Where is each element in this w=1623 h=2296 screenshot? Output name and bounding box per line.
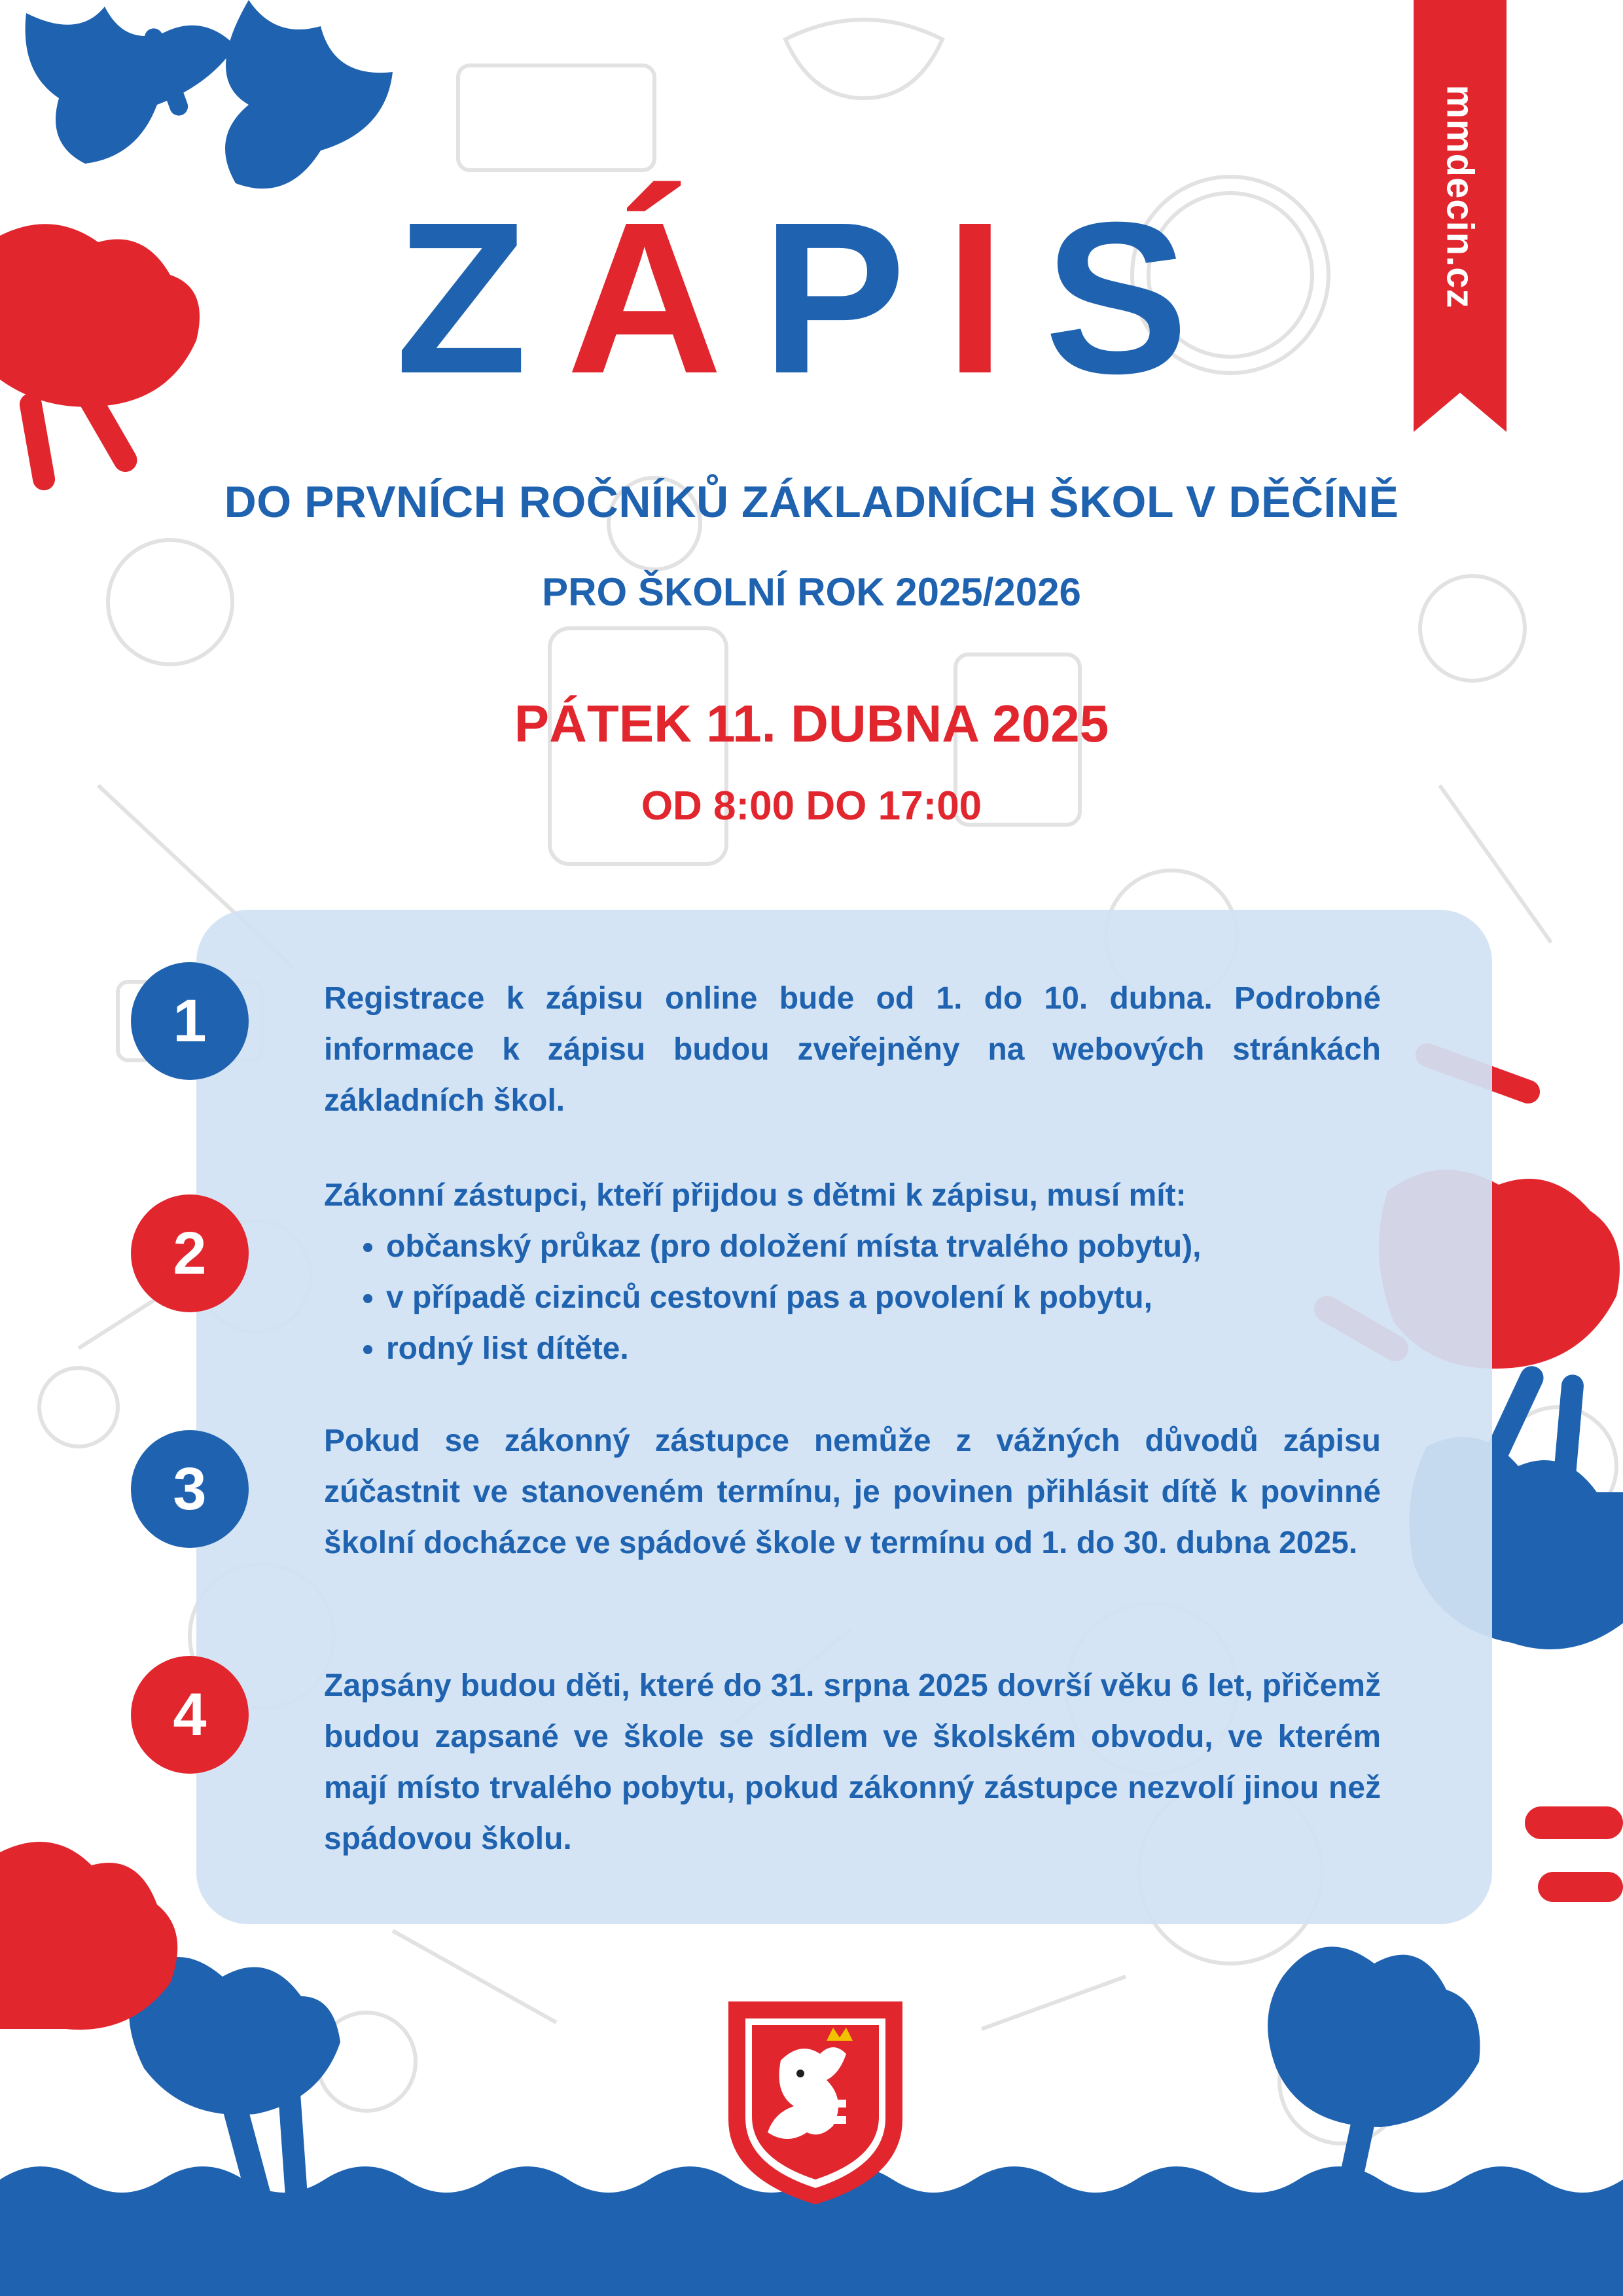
list-item: • v případě cizinců cestovní pas a povolení k pobytu,	[386, 1272, 1381, 1323]
subtitle: DO PRVNÍCH ROČNÍKŮ ZÁKLADNÍCH ŠKOL V DĚČÍNĚ	[224, 477, 1399, 527]
list-item: • občanský průkaz (pro doložení místa trvalého pobytu),	[386, 1221, 1381, 1272]
list-item: • rodný list dítěte.	[386, 1323, 1381, 1374]
step-number-1: 1	[131, 962, 249, 1080]
title-letter-s: S	[1044, 177, 1228, 418]
website-url: mmdecin.cz	[1438, 84, 1482, 308]
city-coat-of-arms-icon	[728, 2001, 902, 2204]
step-number-3: 3	[131, 1430, 249, 1548]
step-block-2	[324, 1170, 1381, 1374]
step-number-4: 4	[131, 1656, 249, 1774]
title-letter-a: Á	[566, 177, 762, 418]
step-text-2: Zákonní zástupci, kteří přijdou s dětmi k zápisu, musí mít:	[324, 1178, 1186, 1213]
required-documents-list	[324, 1221, 1381, 1374]
event-time: OD 8:00 DO 17:00	[641, 783, 982, 829]
step-text-4: Zapsány budou děti, které do 31. srpna 2025 dovrší věku 6 let, přičemž budou zapsané ve škole se sídlem ve školském obvodu, ve kterém mají místo trvalého pobytu, pokud zákonný zástupce nezvolí jinou než spádovou školu.	[324, 1668, 1381, 1856]
step-text-1: Registrace k zápisu online bude od 1. do 10. dubna. Podrobné informace k zápisu budou zveřejněny na webových stránkách základních škol.	[324, 981, 1381, 1118]
step-number-2: 2	[131, 1194, 249, 1312]
event-date: PÁTEK 11. DUBNA 2025	[514, 694, 1109, 753]
title-letter-i: I	[945, 177, 1044, 418]
step-text-3: Pokud se zákonný zástupce nemůže z vážných důvodů zápisu zúčastnit ve stanoveném termínu, je povinen přihlásit dítě k povinné školní docházce ve spádové škole v termínu od 1. do 30. dubna 2025.	[324, 1424, 1381, 1560]
page-title	[0, 177, 1623, 418]
title-letter-p: P	[762, 177, 946, 418]
title-letter-z: Z	[395, 177, 567, 418]
school-year: PRO ŠKOLNÍ ROK 2025/2026	[542, 570, 1081, 614]
